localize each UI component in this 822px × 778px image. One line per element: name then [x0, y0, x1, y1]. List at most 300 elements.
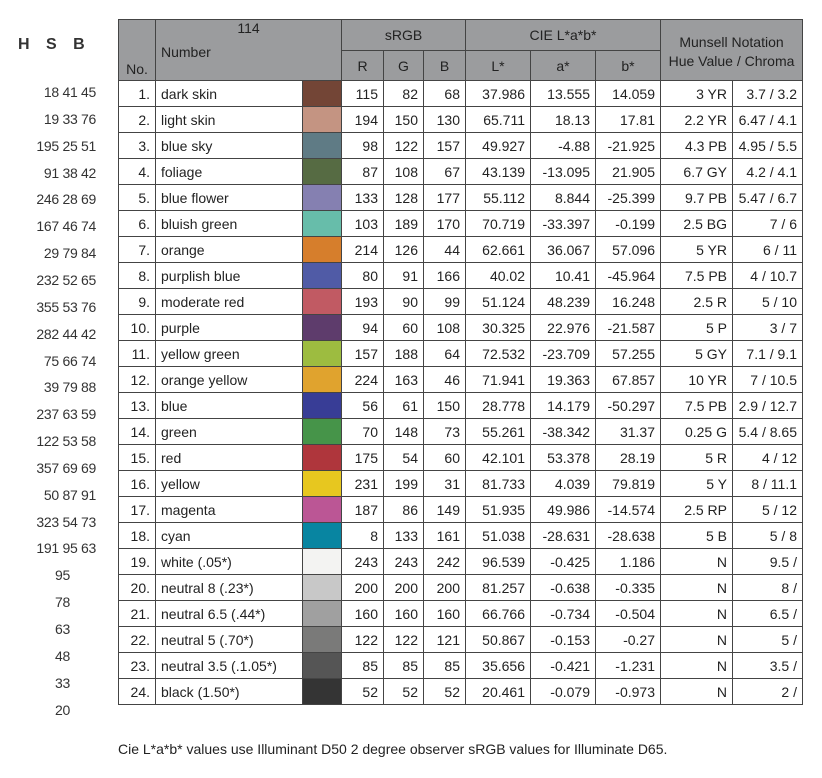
- cie-a: 13.555: [531, 81, 596, 107]
- srgb-r: 103: [342, 211, 384, 237]
- srgb-g: 90: [384, 289, 424, 315]
- color-swatch: [303, 315, 342, 341]
- table-row: [119, 107, 803, 133]
- color-swatch: [303, 185, 342, 211]
- color-swatch: [303, 107, 342, 133]
- color-swatch: [303, 445, 342, 471]
- srgb-g: 54: [384, 445, 424, 471]
- munsell-hue: 2.2 YR: [661, 107, 733, 133]
- table-row: [119, 627, 803, 653]
- cie-bstar: 21.905: [596, 159, 661, 185]
- swatch-fill: [303, 549, 341, 574]
- srgb-b: 242: [424, 549, 466, 575]
- munsell-hue: N: [661, 679, 733, 705]
- hsb-value: 18 41 45: [43, 84, 96, 100]
- column-header-no: No.: [119, 20, 156, 81]
- munsell-hue: 7.5 PB: [661, 263, 733, 289]
- srgb-r: 94: [342, 315, 384, 341]
- row-number: 21.: [119, 601, 156, 627]
- hsb-value: 78: [55, 594, 70, 611]
- srgb-r: 214: [342, 237, 384, 263]
- color-name: yellow: [156, 471, 303, 497]
- cie-bstar: 1.186: [596, 549, 661, 575]
- color-swatch: [303, 497, 342, 523]
- munsell-value-chroma: 5 / 8: [733, 523, 803, 549]
- munsell-value-chroma: 3.7 / 3.2: [733, 81, 803, 107]
- table-row: [119, 367, 803, 393]
- srgb-g: 108: [384, 159, 424, 185]
- swatch-fill: [303, 497, 341, 522]
- cie-a: -0.425: [531, 549, 596, 575]
- srgb-b: 150: [424, 393, 466, 419]
- cie-bstar: 16.248: [596, 289, 661, 315]
- table-row: [119, 211, 803, 237]
- munsell-value-chroma: 9.5 /: [733, 549, 803, 575]
- srgb-b: 73: [424, 419, 466, 445]
- munsell-value-chroma: 2.9 / 12.7: [733, 393, 803, 419]
- cie-a: -4.88: [531, 133, 596, 159]
- row-number: 4.: [119, 159, 156, 185]
- munsell-hue: 0.25 G: [661, 419, 733, 445]
- row-number: 22.: [119, 627, 156, 653]
- cie-bstar: -0.199: [596, 211, 661, 237]
- cie-a: 8.844: [531, 185, 596, 211]
- column-header-number: [156, 20, 342, 81]
- column-header-a: a*: [531, 51, 596, 81]
- srgb-r: 187: [342, 497, 384, 523]
- munsell-value-chroma: 6.47 / 4.1: [733, 107, 803, 133]
- cie-bstar: -21.925: [596, 133, 661, 159]
- cie-bstar: -28.638: [596, 523, 661, 549]
- munsell-hue: N: [661, 575, 733, 601]
- swatch-fill: [303, 627, 341, 652]
- srgb-g: 163: [384, 367, 424, 393]
- srgb-g: 122: [384, 627, 424, 653]
- hsb-value: 75 66 74: [43, 352, 96, 369]
- srgb-r: 133: [342, 185, 384, 211]
- cie-bstar: -0.335: [596, 575, 661, 601]
- cie-a: 48.239: [531, 289, 596, 315]
- swatch-fill: [303, 393, 341, 418]
- cie-bstar: -50.297: [596, 393, 661, 419]
- munsell-hue: N: [661, 627, 733, 653]
- hsb-value: 195 25 51: [36, 137, 96, 154]
- row-number: 2.: [119, 107, 156, 133]
- munsell-value-chroma: 7 / 6: [733, 211, 803, 237]
- color-swatch: [303, 471, 342, 497]
- table-row: [119, 133, 803, 159]
- munsell-hue: 5 P: [661, 315, 733, 341]
- munsell-value-chroma: 2 /: [733, 679, 803, 705]
- color-name: purplish blue: [156, 263, 303, 289]
- row-number: 13.: [119, 393, 156, 419]
- srgb-g: 148: [384, 419, 424, 445]
- swatch-fill: [303, 523, 341, 548]
- hsb-value: 91 38 42: [43, 164, 96, 181]
- cie-a: 14.179: [531, 393, 596, 419]
- color-name: black (1.50*): [156, 679, 303, 705]
- hsb-value: 122 53 58: [36, 433, 96, 450]
- row-number: 24.: [119, 679, 156, 705]
- swatch-fill: [303, 575, 341, 600]
- srgb-b: 44: [424, 237, 466, 263]
- srgb-b: 52: [424, 679, 466, 705]
- cie-bstar: 31.37: [596, 419, 661, 445]
- srgb-r: 224: [342, 367, 384, 393]
- swatch-fill: [303, 653, 341, 678]
- cie-a: 36.067: [531, 237, 596, 263]
- srgb-b: 31: [424, 471, 466, 497]
- hsb-value: 63: [55, 621, 70, 637]
- cie-a: -33.397: [531, 211, 596, 237]
- srgb-r: 193: [342, 289, 384, 315]
- srgb-r: 70: [342, 419, 384, 445]
- srgb-b: 160: [424, 601, 466, 627]
- cie-a: 10.41: [531, 263, 596, 289]
- srgb-g: 60: [384, 315, 424, 341]
- cie-l: 49.927: [466, 133, 531, 159]
- cie-bstar: -1.231: [596, 653, 661, 679]
- munsell-hue: 5 Y: [661, 471, 733, 497]
- munsell-value-chroma: 5 / 10: [733, 289, 803, 315]
- cie-l: 30.325: [466, 315, 531, 341]
- row-number: 7.: [119, 237, 156, 263]
- srgb-r: 200: [342, 575, 384, 601]
- srgb-b: 60: [424, 445, 466, 471]
- munsell-value-chroma: 3 / 7: [733, 315, 803, 341]
- srgb-r: 157: [342, 341, 384, 367]
- cie-a: 4.039: [531, 471, 596, 497]
- cie-l: 81.733: [466, 471, 531, 497]
- srgb-g: 133: [384, 523, 424, 549]
- swatch-fill: [303, 341, 341, 366]
- srgb-r: 8: [342, 523, 384, 549]
- srgb-b: 200: [424, 575, 466, 601]
- srgb-g: 82: [384, 81, 424, 107]
- cie-bstar: -0.973: [596, 679, 661, 705]
- row-number: 3.: [119, 133, 156, 159]
- color-swatch: [303, 419, 342, 445]
- color-name: neutral 8 (.23*): [156, 575, 303, 601]
- munsell-hue: 5 GY: [661, 341, 733, 367]
- row-number: 10.: [119, 315, 156, 341]
- cie-l: 43.139: [466, 159, 531, 185]
- srgb-g: 128: [384, 185, 424, 211]
- cie-a: 19.363: [531, 367, 596, 393]
- cie-a: -0.079: [531, 679, 596, 705]
- munsell-hue: 9.7 PB: [661, 185, 733, 211]
- column-header-g: G: [384, 51, 424, 81]
- munsell-value-chroma: 4 / 10.7: [733, 263, 803, 289]
- hsb-value: 357 69 69: [36, 459, 96, 476]
- hsb-value: 282 44 42: [36, 325, 96, 342]
- cie-a: -38.342: [531, 419, 596, 445]
- srgb-r: 194: [342, 107, 384, 133]
- number-label: Number: [161, 44, 211, 60]
- munsell-value-chroma: 5.47 / 6.7: [733, 185, 803, 211]
- munsell-hue: 3 YR: [661, 81, 733, 107]
- color-name: neutral 6.5 (.44*): [156, 601, 303, 627]
- color-name: light skin: [156, 107, 303, 133]
- row-number: 9.: [119, 289, 156, 315]
- cie-l: 35.656: [466, 653, 531, 679]
- hsb-value: 167 46 74: [36, 218, 96, 235]
- color-name: neutral 5 (.70*): [156, 627, 303, 653]
- munsell-hue: N: [661, 653, 733, 679]
- cie-l: 62.661: [466, 237, 531, 263]
- hsb-value: 20: [55, 701, 70, 718]
- color-name: foliage: [156, 159, 303, 185]
- table-row: [119, 549, 803, 575]
- munsell-hue: 5 B: [661, 523, 733, 549]
- cie-l: 65.711: [466, 107, 531, 133]
- cie-bstar: -0.27: [596, 627, 661, 653]
- color-name: yellow green: [156, 341, 303, 367]
- row-number: 5.: [119, 185, 156, 211]
- cie-a: -0.734: [531, 601, 596, 627]
- cie-a: -0.638: [531, 575, 596, 601]
- swatch-fill: [303, 107, 341, 132]
- table-row: [119, 679, 803, 705]
- footnote: Cie L*a*b* values use Illuminant D50 2 degree observer sRGB values for Illuminate D65.: [118, 741, 668, 757]
- srgb-b: 68: [424, 81, 466, 107]
- srgb-g: 126: [384, 237, 424, 263]
- color-swatch: [303, 523, 342, 549]
- cie-a: -23.709: [531, 341, 596, 367]
- cie-l: 96.539: [466, 549, 531, 575]
- cie-l: 42.101: [466, 445, 531, 471]
- color-swatch: [303, 601, 342, 627]
- cie-l: 51.935: [466, 497, 531, 523]
- table-row: [119, 419, 803, 445]
- srgb-g: 52: [384, 679, 424, 705]
- srgb-g: 61: [384, 393, 424, 419]
- color-name: red: [156, 445, 303, 471]
- row-number: 14.: [119, 419, 156, 445]
- table-row: [119, 315, 803, 341]
- munsell-hue: N: [661, 601, 733, 627]
- cie-bstar: 79.819: [596, 471, 661, 497]
- munsell-value-chroma: 7.1 / 9.1: [733, 341, 803, 367]
- srgb-r: 243: [342, 549, 384, 575]
- row-number: 23.: [119, 653, 156, 679]
- srgb-b: 46: [424, 367, 466, 393]
- cie-l: 71.941: [466, 367, 531, 393]
- swatch-fill: [303, 367, 341, 392]
- color-swatch: [303, 211, 342, 237]
- cie-bstar: 28.19: [596, 445, 661, 471]
- hsb-value: 95: [55, 567, 70, 584]
- cie-l: 37.986: [466, 81, 531, 107]
- munsell-hue: 5 YR: [661, 237, 733, 263]
- color-swatch: [303, 575, 342, 601]
- row-number: 12.: [119, 367, 156, 393]
- cie-l: 81.257: [466, 575, 531, 601]
- color-name: magenta: [156, 497, 303, 523]
- munsell-hue: 5 R: [661, 445, 733, 471]
- munsell-value-chroma: 4.2 / 4.1: [733, 159, 803, 185]
- cie-l: 51.124: [466, 289, 531, 315]
- srgb-b: 170: [424, 211, 466, 237]
- hsb-value: 33: [55, 674, 70, 691]
- number-title: 114: [237, 20, 260, 36]
- cie-l: 70.719: [466, 211, 531, 237]
- swatch-fill: [303, 133, 341, 158]
- table-row: [119, 237, 803, 263]
- srgb-g: 85: [384, 653, 424, 679]
- color-name: cyan: [156, 523, 303, 549]
- cie-a: -0.421: [531, 653, 596, 679]
- srgb-r: 52: [342, 679, 384, 705]
- row-number: 6.: [119, 211, 156, 237]
- cie-l: 28.778: [466, 393, 531, 419]
- swatch-fill: [303, 315, 341, 340]
- table-row: [119, 341, 803, 367]
- munsell-title: Munsell Notation: [679, 34, 784, 50]
- swatch-fill: [303, 159, 341, 184]
- color-name: green: [156, 419, 303, 445]
- row-number: 1.: [119, 81, 156, 107]
- munsell-hue: 6.7 GY: [661, 159, 733, 185]
- cie-bstar: -25.399: [596, 185, 661, 211]
- cie-l: 55.112: [466, 185, 531, 211]
- color-name: moderate red: [156, 289, 303, 315]
- color-name: orange yellow: [156, 367, 303, 393]
- munsell-hue: 2.5 RP: [661, 497, 733, 523]
- swatch-fill: [303, 601, 341, 626]
- srgb-b: 157: [424, 133, 466, 159]
- cie-bstar: 57.096: [596, 237, 661, 263]
- group-header-munsell: [661, 20, 803, 81]
- swatch-fill: [303, 679, 341, 704]
- cie-bstar: -45.964: [596, 263, 661, 289]
- srgb-r: 122: [342, 627, 384, 653]
- color-swatch: [303, 133, 342, 159]
- row-number: 18.: [119, 523, 156, 549]
- table-row: [119, 523, 803, 549]
- color-checker-table: [118, 19, 803, 705]
- swatch-fill: [303, 81, 341, 106]
- color-swatch: [303, 549, 342, 575]
- swatch-fill: [303, 211, 341, 236]
- cie-bstar: -21.587: [596, 315, 661, 341]
- srgb-g: 200: [384, 575, 424, 601]
- srgb-r: 98: [342, 133, 384, 159]
- cie-l: 51.038: [466, 523, 531, 549]
- srgb-b: 177: [424, 185, 466, 211]
- munsell-hue: 10 YR: [661, 367, 733, 393]
- srgb-g: 86: [384, 497, 424, 523]
- munsell-hue: 2.5 R: [661, 289, 733, 315]
- color-name: dark skin: [156, 81, 303, 107]
- srgb-b: 149: [424, 497, 466, 523]
- cie-a: -13.095: [531, 159, 596, 185]
- srgb-g: 243: [384, 549, 424, 575]
- row-number: 8.: [119, 263, 156, 289]
- row-number: 11.: [119, 341, 156, 367]
- hsb-value: 48: [55, 647, 70, 664]
- hsb-value: 29 79 84: [43, 245, 96, 262]
- cie-a: 22.976: [531, 315, 596, 341]
- srgb-b: 121: [424, 627, 466, 653]
- color-swatch: [303, 289, 342, 315]
- cie-a: -0.153: [531, 627, 596, 653]
- cie-a: 18.13: [531, 107, 596, 133]
- srgb-r: 56: [342, 393, 384, 419]
- table-row: [119, 601, 803, 627]
- munsell-value-chroma: 4.95 / 5.5: [733, 133, 803, 159]
- srgb-g: 188: [384, 341, 424, 367]
- table-row: [119, 445, 803, 471]
- munsell-hue: 2.5 BG: [661, 211, 733, 237]
- table-row: [119, 159, 803, 185]
- munsell-value-chroma: 6 / 11: [733, 237, 803, 263]
- color-swatch: [303, 237, 342, 263]
- munsell-value-chroma: 7 / 10.5: [733, 367, 803, 393]
- table-row: [119, 81, 803, 107]
- munsell-value-chroma: 5 /: [733, 627, 803, 653]
- munsell-value-chroma: 4 / 12: [733, 445, 803, 471]
- table-row: [119, 263, 803, 289]
- color-name: bluish green: [156, 211, 303, 237]
- column-header-bstar: b*: [596, 51, 661, 81]
- munsell-hue: N: [661, 549, 733, 575]
- color-swatch: [303, 159, 342, 185]
- munsell-value-chroma: 8 /: [733, 575, 803, 601]
- row-number: 19.: [119, 549, 156, 575]
- srgb-b: 108: [424, 315, 466, 341]
- cie-l: 72.532: [466, 341, 531, 367]
- srgb-g: 199: [384, 471, 424, 497]
- row-number: 16.: [119, 471, 156, 497]
- group-header-srgb: sRGB: [342, 20, 466, 51]
- munsell-value-chroma: 5 / 12: [733, 497, 803, 523]
- cie-bstar: 14.059: [596, 81, 661, 107]
- cie-bstar: -0.504: [596, 601, 661, 627]
- cie-l: 66.766: [466, 601, 531, 627]
- column-header-r: R: [342, 51, 384, 81]
- cie-l: 50.867: [466, 627, 531, 653]
- table-row: [119, 471, 803, 497]
- hsb-value: 246 28 69: [36, 191, 96, 208]
- srgb-r: 85: [342, 653, 384, 679]
- column-header-l: L*: [466, 51, 531, 81]
- srgb-g: 189: [384, 211, 424, 237]
- srgb-b: 64: [424, 341, 466, 367]
- munsell-value-chroma: 5.4 / 8.65: [733, 419, 803, 445]
- srgb-g: 122: [384, 133, 424, 159]
- srgb-b: 67: [424, 159, 466, 185]
- cie-a: 53.378: [531, 445, 596, 471]
- srgb-r: 80: [342, 263, 384, 289]
- row-number: 20.: [119, 575, 156, 601]
- cie-l: 55.261: [466, 419, 531, 445]
- cie-l: 40.02: [466, 263, 531, 289]
- srgb-b: 85: [424, 653, 466, 679]
- hsb-value: 39 79 88: [43, 379, 96, 396]
- color-name: blue sky: [156, 133, 303, 159]
- hsb-value: 19 33 76: [43, 110, 96, 127]
- color-name: purple: [156, 315, 303, 341]
- hsb-value: 237 63 59: [36, 406, 96, 423]
- color-swatch: [303, 627, 342, 653]
- munsell-value-chroma: 3.5 /: [733, 653, 803, 679]
- cie-l: 20.461: [466, 679, 531, 705]
- srgb-b: 161: [424, 523, 466, 549]
- color-swatch: [303, 81, 342, 107]
- color-name: orange: [156, 237, 303, 263]
- cie-bstar: -14.574: [596, 497, 661, 523]
